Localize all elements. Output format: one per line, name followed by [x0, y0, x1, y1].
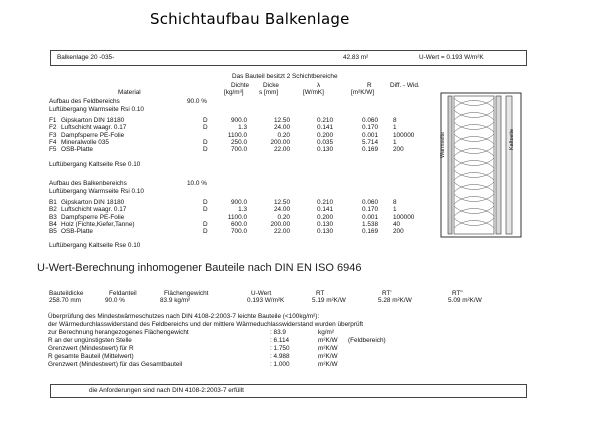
feld-rsi: Luftübergang Warmseite Rsi 0.10: [49, 106, 144, 113]
layer-thickness: 200.00: [270, 138, 290, 146]
table-caption: Das Bauteil besitzt 2 Schichtbereiche: [232, 73, 338, 80]
layer-flag: D: [203, 220, 208, 228]
layer-thickness: 22.00: [274, 146, 290, 154]
component-uvalue: U-Wert = 0.193 W/m²K: [419, 54, 484, 61]
layer-density: 900.0: [231, 199, 247, 206]
layer-mu: 1: [393, 124, 397, 132]
layer-density: 700.0: [231, 146, 247, 154]
layer-thickness: 0.20: [277, 131, 290, 139]
layer-lambda: 0.130: [317, 146, 333, 154]
summary-header: Bauteildicke: [49, 290, 84, 297]
layer-density: 600.0: [231, 220, 247, 228]
layer-mu: 100000: [393, 213, 415, 221]
balken-rsi: Luftübergang Warmseite Rsi 0.10: [49, 188, 144, 195]
layer-thickness: 24.00: [274, 124, 290, 132]
layer-id: B1: [49, 199, 57, 206]
summary-value: 83.9 kg/m²: [160, 297, 191, 304]
layer-flag: D: [203, 138, 208, 146]
col-r: R: [367, 82, 372, 89]
layer-lambda: 0.141: [317, 124, 333, 132]
component-area: 42.83 m²: [343, 54, 369, 61]
layer-density: 1100.0: [227, 213, 247, 221]
layer-flag: D: [203, 124, 208, 132]
check-unit: m²K/W: [318, 353, 338, 360]
layer-r: 5.714: [362, 138, 378, 146]
layer-flag: D: [203, 117, 208, 124]
col-dicke-unit: s [mm]: [259, 89, 279, 96]
requirements-met: die Anforderungen sind nach DIN 4108-2:2003-7 erfüllt: [89, 387, 244, 394]
layer-mu: 8: [393, 117, 397, 124]
summary-header: RT": [452, 290, 463, 297]
summary-value: 5.19 m²K/W: [312, 297, 346, 304]
layer-r: 0.169: [362, 146, 378, 154]
layer-thickness: 22.00: [274, 228, 290, 236]
layer-id: F5: [49, 146, 57, 154]
layer-mu: 40: [393, 220, 401, 228]
summary-value: 0.193 W/m²K: [247, 297, 285, 304]
layer-id: F1: [49, 117, 57, 124]
requirements-box: [50, 384, 527, 398]
layer-mu: 8: [393, 199, 397, 206]
layer-density: 250.0: [231, 138, 247, 146]
summary-value: 258.70 mm: [49, 297, 81, 304]
layer-mu: 1: [393, 206, 397, 214]
component-header-box: [50, 50, 527, 66]
col-dicke: Dicke: [263, 82, 279, 89]
check-label: zur Berechnung herangezogenes Flächengewicht: [48, 329, 189, 336]
layer-id: F2: [49, 124, 57, 132]
layer-name: Luftschicht waagr. 0.17: [61, 206, 127, 214]
summary-header: Feldanteil: [109, 290, 137, 297]
layer-density: 1100.0: [227, 131, 247, 139]
layer-lambda: 0.130: [317, 220, 333, 228]
layer-density: 1.3: [238, 124, 247, 132]
layer-flag: D: [203, 199, 208, 206]
summary-header: U-Wert: [251, 290, 272, 297]
check-note: (Feldbereich): [348, 337, 386, 344]
check-label: R gesamte Bauteil (Mittelwert): [48, 353, 134, 360]
layer-lambda: 0.200: [317, 131, 333, 139]
layer-id: F3: [49, 131, 57, 139]
layer-name: OSB-Platte: [61, 146, 93, 154]
layer-name: Gipskarton DIN 18180: [61, 117, 125, 124]
layer-name: Mineralwolle 035: [61, 138, 109, 146]
layer-r: 1.538: [362, 220, 378, 228]
col-lambda: λ: [317, 82, 321, 89]
layer-diagram: [440, 92, 522, 238]
check-value: : 83.9: [270, 329, 286, 336]
check-unit: kg/m²: [318, 329, 334, 336]
col-dichte: Dichte: [231, 82, 250, 89]
check-unit: m²K/W: [318, 361, 338, 368]
layer-r: 0.169: [362, 228, 378, 236]
layer-thickness: 24.00: [274, 206, 290, 214]
layer-thickness: 12.50: [274, 199, 290, 206]
layer-flag: D: [203, 146, 208, 154]
layer-name: Dampfsperre PE-Folie: [61, 131, 125, 139]
check-unit: m²K/W: [318, 345, 338, 352]
check-line-2: der Wärmedurchlasswiderstand des Feldbereichs und der mittlere Wärmeduchlasswiderstand wurden überprüft: [48, 321, 364, 328]
layer-id: B5: [49, 228, 57, 236]
layer-id: B2: [49, 206, 57, 214]
page-title: Schichtaufbau Balkenlage: [150, 10, 350, 28]
col-dichte-unit: [kg/m³]: [224, 89, 244, 96]
balken-percent: 10.0 %: [187, 180, 207, 187]
col-diff: Diff. - Wid.: [390, 82, 420, 89]
summary-header: Flächengewicht: [164, 290, 209, 297]
layer-lambda: 0.210: [317, 199, 333, 206]
check-label: Grenzwert (Mindestwert) für das Gesamtbauteil: [48, 361, 183, 368]
col-lambda-unit: [W/mK]: [303, 89, 324, 96]
summary-value: 5.28 m²K/W: [378, 297, 412, 304]
layer-id: B3: [49, 213, 57, 221]
warm-side-label: Warmseite: [440, 131, 446, 158]
check-line-1: Überprüfung des Mindestwärmeschutzes nach DIN 4108-2:2003-7 leichte Bauteile (<100kg/m²):: [48, 313, 320, 320]
layer-thickness: 12.50: [274, 117, 290, 124]
layer-r: 0.170: [362, 206, 378, 214]
layer-name: Gipskarton DIN 18180: [61, 199, 125, 206]
layer-id: F4: [49, 138, 57, 146]
layer-id: B4: [49, 220, 57, 228]
check-label: R an der ungünstigsten Stelle: [48, 337, 132, 344]
check-value: : 1.000: [270, 361, 290, 368]
check-value: : 1.750: [270, 345, 290, 352]
feld-rse: Luftübergang Kaltseite Rse 0.10: [49, 161, 141, 168]
layer-r: 0.170: [362, 124, 378, 132]
layer-density: 1.3: [238, 206, 247, 214]
layer-name: Dampfsperre PE-Folie: [61, 213, 125, 221]
feld-percent: 90.0 %: [187, 98, 207, 105]
layer-name: OSB-Platte: [61, 228, 93, 236]
layer-lambda: 0.035: [317, 138, 333, 146]
col-material: Material: [118, 89, 141, 96]
col-r-unit: [m²K/W]: [351, 89, 375, 96]
layer-lambda: 0.210: [317, 117, 333, 124]
layer-mu: 1: [393, 138, 397, 146]
balken-label: Aufbau des Balkenbereichs: [49, 180, 127, 187]
check-label: Grenzwert (Mindestwert) für R: [48, 345, 134, 352]
cold-side-label: Kaltseite: [509, 128, 515, 150]
layer-mu: 100000: [393, 131, 415, 139]
balken-rse: Luftübergang Kaltseite Rse 0.10: [49, 242, 141, 249]
summary-value: 5.09 m²K/W: [448, 297, 482, 304]
layer-thickness: 200.00: [270, 220, 290, 228]
section-heading: U-Wert-Berechnung inhomogener Bauteile nach DIN EN ISO 6946: [37, 262, 362, 274]
layer-flag: D: [203, 228, 208, 236]
layer-lambda: 0.141: [317, 206, 333, 214]
layer-lambda: 0.200: [317, 213, 333, 221]
summary-header: RT': [382, 290, 392, 297]
layer-r: 0.001: [362, 213, 378, 221]
layer-mu: 200: [393, 146, 404, 154]
layer-flag: D: [203, 206, 208, 214]
component-name: Balkenlage 20 -035-: [57, 54, 115, 61]
layer-r: 0.060: [362, 199, 378, 206]
layer-r: 0.001: [362, 131, 378, 139]
check-value: : 6.114: [270, 337, 290, 344]
layer-r: 0.060: [362, 117, 378, 124]
layer-lambda: 0.130: [317, 228, 333, 236]
layer-density: 700.0: [231, 228, 247, 236]
check-value: : 4.988: [270, 353, 290, 360]
check-unit: m²K/W: [318, 337, 338, 344]
layer-thickness: 0.20: [277, 213, 290, 221]
layer-name: Luftschicht waagr. 0.17: [61, 124, 127, 132]
layer-name: Holz (Fichte,Kiefer,Tanne): [61, 220, 135, 228]
layer-mu: 200: [393, 228, 404, 236]
feld-label: Aufbau des Feldbereichs: [49, 98, 120, 105]
summary-header: RT: [316, 290, 325, 297]
summary-value: 90.0 %: [105, 297, 125, 304]
layer-density: 900.0: [231, 117, 247, 124]
